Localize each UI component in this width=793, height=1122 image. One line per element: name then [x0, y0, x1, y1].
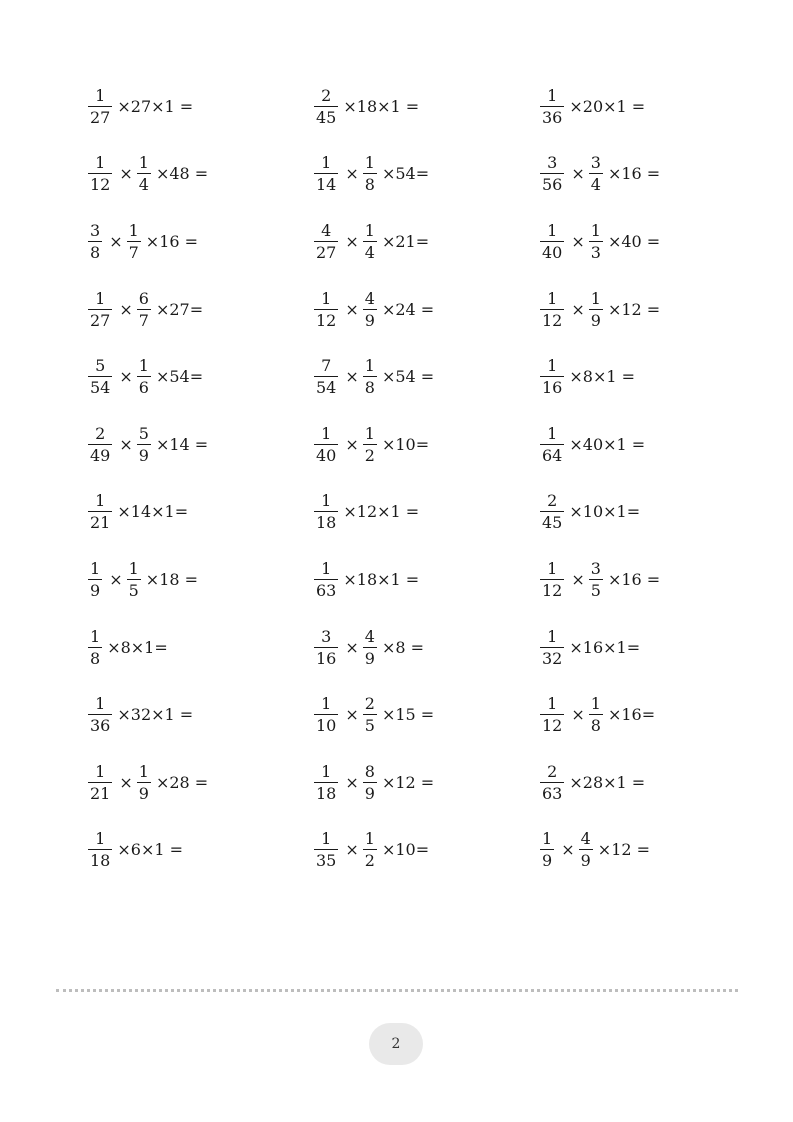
fraction: [540, 696, 564, 734]
fraction-denominator: 54: [90, 378, 111, 398]
fraction: [540, 358, 564, 396]
math-problem: [314, 479, 540, 547]
fraction-denominator: 8: [90, 242, 101, 262]
fraction: [314, 220, 338, 262]
expression-tail: ×16×1=: [569, 637, 641, 657]
fraction-denominator: 63: [316, 580, 337, 600]
multiply-sign: ×: [345, 231, 359, 251]
math-problem: [540, 343, 766, 411]
math-problem: [314, 141, 540, 209]
fraction-denominator: 4: [590, 175, 601, 195]
fraction-denominator: 45: [542, 513, 563, 533]
expression-tail: ×54=: [155, 367, 204, 387]
fraction-numerator: 1: [547, 85, 558, 105]
expression-tail: ×14 =: [155, 434, 209, 454]
fraction-denominator: 21: [90, 783, 111, 803]
math-problem: [88, 73, 314, 141]
expression-tail: ×54 =: [381, 367, 435, 387]
fraction: [88, 423, 112, 465]
fraction-denominator: 4: [364, 242, 375, 262]
fraction-denominator: 5: [128, 580, 139, 600]
fraction: [88, 155, 112, 193]
fraction-denominator: 56: [542, 175, 563, 195]
fraction-denominator: 35: [316, 851, 337, 871]
fraction-numerator: 1: [590, 220, 601, 240]
math-problem: [88, 343, 314, 411]
expression-tail: ×16=: [607, 705, 656, 725]
fraction-numerator: 8: [364, 761, 375, 781]
multiply-sign: ×: [345, 434, 359, 454]
fraction: [579, 831, 593, 869]
fraction-denominator: 40: [316, 445, 337, 465]
expression-tail: ×24 =: [381, 299, 435, 319]
expression-tail: ×27×1 =: [117, 96, 194, 116]
expression-tail: ×8×1=: [107, 637, 168, 657]
fraction: [127, 220, 141, 262]
math-problem: [540, 73, 766, 141]
fraction: [314, 831, 338, 869]
fraction-denominator: 27: [90, 310, 111, 330]
fraction: [363, 358, 377, 396]
fraction-denominator: 18: [316, 513, 337, 533]
fraction: [127, 558, 141, 600]
fraction-numerator: 3: [90, 220, 101, 240]
fraction-denominator: 45: [316, 107, 337, 127]
fraction-numerator: 1: [547, 288, 558, 308]
fraction-numerator: 1: [90, 626, 101, 646]
fraction-numerator: 1: [321, 829, 332, 849]
fraction-numerator: 1: [321, 423, 332, 443]
fraction-numerator: 1: [95, 153, 106, 173]
fraction: [540, 155, 564, 193]
fraction: [314, 696, 338, 734]
multiply-sign: ×: [345, 772, 359, 792]
fraction: [363, 831, 377, 869]
math-problem: [88, 479, 314, 547]
fraction: [363, 220, 377, 262]
expression-tail: ×10=: [381, 840, 430, 860]
math-problem: [540, 411, 766, 479]
expression-tail: ×18 =: [145, 569, 199, 589]
fraction-denominator: 2: [364, 851, 375, 871]
fraction: [88, 626, 102, 668]
page-number: 2: [391, 1036, 401, 1052]
fraction-numerator: 4: [364, 626, 375, 646]
fraction: [314, 423, 338, 465]
fraction: [88, 831, 112, 869]
fraction: [314, 155, 338, 193]
expression-tail: ×40 =: [607, 231, 661, 251]
fraction: [589, 220, 603, 262]
fraction: [314, 288, 338, 330]
expression-tail: ×12 =: [607, 299, 661, 319]
fraction-denominator: 12: [90, 175, 111, 195]
expression-tail: ×20×1 =: [569, 96, 646, 116]
expression-tail: ×32×1 =: [117, 705, 194, 725]
fraction-denominator: 5: [590, 580, 601, 600]
fraction: [88, 696, 112, 734]
fraction-denominator: 14: [316, 175, 337, 195]
expression-tail: ×48 =: [155, 164, 209, 184]
fraction-denominator: 49: [90, 445, 111, 465]
fraction: [88, 288, 112, 330]
fraction-numerator: 1: [547, 626, 558, 646]
fraction-numerator: 3: [590, 153, 601, 173]
fraction-numerator: 1: [321, 491, 332, 511]
fraction: [314, 493, 338, 531]
fraction-numerator: 1: [321, 558, 332, 578]
expression-tail: ×18×1 =: [343, 569, 420, 589]
fraction-numerator: 1: [138, 153, 149, 173]
fraction-numerator: 1: [95, 829, 106, 849]
multiply-sign: ×: [109, 569, 123, 589]
fraction-denominator: 12: [542, 310, 563, 330]
math-problem: [314, 546, 540, 614]
fraction-denominator: 21: [90, 513, 111, 533]
expression-tail: ×6×1 =: [117, 840, 184, 860]
fraction-denominator: 8: [364, 378, 375, 398]
fraction: [137, 155, 151, 193]
fraction-numerator: 1: [364, 423, 375, 443]
fraction: [589, 558, 603, 600]
fraction-numerator: 2: [547, 761, 558, 781]
fraction-numerator: 1: [590, 694, 601, 714]
math-problem: [314, 276, 540, 344]
fraction: [589, 696, 603, 734]
expression-tail: ×12 =: [381, 772, 435, 792]
fraction-numerator: 1: [90, 558, 101, 578]
fraction-denominator: 7: [128, 242, 139, 262]
fraction: [540, 220, 564, 262]
fraction: [363, 155, 377, 193]
fraction: [88, 761, 112, 803]
fraction: [363, 423, 377, 465]
fraction-denominator: 12: [542, 580, 563, 600]
fraction: [314, 85, 338, 127]
fraction-denominator: 27: [316, 242, 337, 262]
expression-tail: ×40×1 =: [569, 434, 646, 454]
multiply-sign: ×: [571, 231, 585, 251]
fraction: [88, 558, 102, 600]
fraction-numerator: 1: [95, 761, 106, 781]
math-problem: [314, 208, 540, 276]
fraction-denominator: 16: [542, 378, 563, 398]
fraction-numerator: 3: [590, 558, 601, 578]
fraction-numerator: 1: [590, 288, 601, 308]
fraction: [589, 155, 603, 193]
fraction-denominator: 16: [316, 648, 337, 668]
fraction-denominator: 9: [590, 310, 601, 330]
fraction-numerator: 3: [547, 153, 558, 173]
fraction-denominator: 54: [316, 378, 337, 398]
math-problem: [540, 749, 766, 817]
fraction-numerator: 1: [547, 356, 558, 376]
multiply-sign: ×: [345, 637, 359, 657]
multiply-sign: ×: [119, 164, 133, 184]
fraction: [137, 761, 151, 803]
fraction-numerator: 6: [138, 288, 149, 308]
multiply-sign: ×: [571, 164, 585, 184]
fraction-numerator: 5: [95, 356, 106, 376]
multiply-sign: ×: [561, 840, 575, 860]
fraction-numerator: 5: [138, 423, 149, 443]
fraction-denominator: 9: [364, 310, 375, 330]
fraction: [363, 626, 377, 668]
fraction-numerator: 1: [321, 288, 332, 308]
fraction: [88, 220, 102, 262]
math-problem: [314, 817, 540, 885]
fraction-numerator: 1: [364, 356, 375, 376]
multiply-sign: ×: [345, 299, 359, 319]
math-problem: [540, 817, 766, 885]
expression-tail: ×10=: [381, 434, 430, 454]
expression-tail: ×16 =: [607, 569, 661, 589]
fraction-denominator: 9: [90, 580, 101, 600]
math-problem: [540, 276, 766, 344]
fraction: [540, 493, 564, 531]
fraction-numerator: 1: [95, 491, 106, 511]
fraction-denominator: 63: [542, 783, 563, 803]
expression-tail: ×28×1 =: [569, 772, 646, 792]
fraction-denominator: 9: [138, 783, 149, 803]
fraction: [540, 831, 554, 869]
expression-tail: ×54=: [381, 164, 430, 184]
fraction-denominator: 27: [90, 107, 111, 127]
math-problem: [540, 546, 766, 614]
expression-tail: ×18×1 =: [343, 96, 420, 116]
fraction-denominator: 40: [542, 242, 563, 262]
multiply-sign: ×: [119, 772, 133, 792]
fraction-numerator: 4: [364, 288, 375, 308]
fraction: [314, 358, 338, 396]
expression-tail: ×10×1=: [569, 502, 641, 522]
fraction: [88, 493, 112, 531]
fraction-denominator: 9: [364, 783, 375, 803]
fraction-denominator: 2: [364, 445, 375, 465]
fraction-denominator: 36: [90, 716, 111, 736]
fraction-denominator: 9: [364, 648, 375, 668]
fraction-numerator: 4: [321, 220, 332, 240]
fraction-numerator: 1: [128, 220, 139, 240]
fraction-numerator: 1: [138, 356, 149, 376]
multiply-sign: ×: [571, 299, 585, 319]
expression-tail: ×16 =: [607, 164, 661, 184]
fraction-denominator: 12: [542, 716, 563, 736]
fraction-denominator: 8: [364, 175, 375, 195]
multiply-sign: ×: [345, 840, 359, 860]
expression-tail: ×16 =: [145, 231, 199, 251]
math-problem: [88, 141, 314, 209]
fraction-numerator: 2: [364, 694, 375, 714]
fraction-numerator: 1: [547, 423, 558, 443]
fraction: [314, 626, 338, 668]
multiply-sign: ×: [571, 569, 585, 589]
math-problem: [540, 479, 766, 547]
fraction: [137, 423, 151, 465]
expression-tail: ×21=: [381, 231, 430, 251]
fraction: [540, 761, 564, 803]
fraction-denominator: 9: [542, 851, 553, 871]
fraction-numerator: 3: [321, 626, 332, 646]
fraction-numerator: 1: [542, 829, 553, 849]
math-problem: [88, 208, 314, 276]
fraction-numerator: 2: [321, 85, 332, 105]
math-problem: [88, 276, 314, 344]
fraction: [137, 288, 151, 330]
fraction-denominator: 10: [316, 716, 337, 736]
math-problem: [88, 681, 314, 749]
fraction-numerator: 7: [321, 356, 332, 376]
fraction-denominator: 4: [138, 175, 149, 195]
multiply-sign: ×: [119, 299, 133, 319]
fraction-denominator: 32: [542, 648, 563, 668]
expression-tail: ×12 =: [597, 840, 651, 860]
math-problem: [314, 343, 540, 411]
fraction-numerator: 4: [580, 829, 591, 849]
fraction-denominator: 5: [364, 716, 375, 736]
fraction: [137, 358, 151, 396]
expression-tail: ×15 =: [381, 705, 435, 725]
fraction-denominator: 6: [138, 378, 149, 398]
math-problem: [540, 681, 766, 749]
math-problem: [88, 749, 314, 817]
fraction-denominator: 36: [542, 107, 563, 127]
fraction-denominator: 9: [138, 445, 149, 465]
expression-tail: ×14×1=: [117, 502, 189, 522]
problem-grid: [88, 73, 766, 884]
fraction-denominator: 12: [316, 310, 337, 330]
fraction: [540, 85, 564, 127]
math-problem: [314, 749, 540, 817]
fraction-numerator: 1: [321, 694, 332, 714]
fraction-numerator: 1: [364, 153, 375, 173]
fraction-numerator: 1: [364, 829, 375, 849]
fraction: [314, 761, 338, 803]
expression-tail: ×12×1 =: [343, 502, 420, 522]
math-problem: [314, 681, 540, 749]
math-problem: [540, 208, 766, 276]
fraction-denominator: 64: [542, 445, 563, 465]
math-problem: [88, 546, 314, 614]
fraction: [363, 696, 377, 734]
fraction-denominator: 8: [90, 648, 101, 668]
fraction: [540, 423, 564, 465]
fraction: [540, 288, 564, 330]
fraction: [88, 85, 112, 127]
fraction-denominator: 9: [580, 851, 591, 871]
fraction-numerator: 1: [128, 558, 139, 578]
math-problem: [540, 141, 766, 209]
multiply-sign: ×: [345, 164, 359, 184]
fraction-numerator: 1: [547, 558, 558, 578]
math-problem: [314, 411, 540, 479]
math-problem: [540, 614, 766, 682]
expression-tail: ×27=: [155, 299, 204, 319]
fraction: [540, 558, 564, 600]
multiply-sign: ×: [119, 434, 133, 454]
fraction-numerator: 1: [138, 761, 149, 781]
expression-tail: ×8×1 =: [569, 367, 636, 387]
dotted-divider: [56, 989, 738, 992]
fraction-numerator: 1: [547, 220, 558, 240]
multiply-sign: ×: [571, 705, 585, 725]
expression-tail: ×28 =: [155, 772, 209, 792]
fraction-denominator: 8: [590, 716, 601, 736]
fraction-denominator: 18: [90, 851, 111, 871]
fraction-denominator: 7: [138, 310, 149, 330]
fraction: [540, 626, 564, 668]
page-number-badge: [369, 1023, 423, 1065]
fraction-denominator: 3: [590, 242, 601, 262]
multiply-sign: ×: [119, 367, 133, 387]
fraction: [363, 288, 377, 330]
fraction-numerator: 2: [547, 491, 558, 511]
fraction-numerator: 2: [95, 423, 106, 443]
fraction-numerator: 1: [95, 288, 106, 308]
fraction-numerator: 1: [321, 761, 332, 781]
math-problem: [314, 73, 540, 141]
expression-tail: ×8 =: [381, 637, 425, 657]
math-problem: [314, 614, 540, 682]
fraction: [363, 761, 377, 803]
multiply-sign: ×: [109, 231, 123, 251]
fraction: [88, 358, 112, 396]
fraction-numerator: 1: [95, 85, 106, 105]
fraction: [589, 288, 603, 330]
multiply-sign: ×: [345, 705, 359, 725]
fraction-numerator: 1: [321, 153, 332, 173]
multiply-sign: ×: [345, 367, 359, 387]
fraction-denominator: 18: [316, 783, 337, 803]
fraction-numerator: 1: [547, 694, 558, 714]
math-problem: [88, 614, 314, 682]
fraction: [314, 558, 338, 600]
math-problem: [88, 411, 314, 479]
fraction-numerator: 1: [364, 220, 375, 240]
math-problem: [88, 817, 314, 885]
fraction-numerator: 1: [95, 694, 106, 714]
